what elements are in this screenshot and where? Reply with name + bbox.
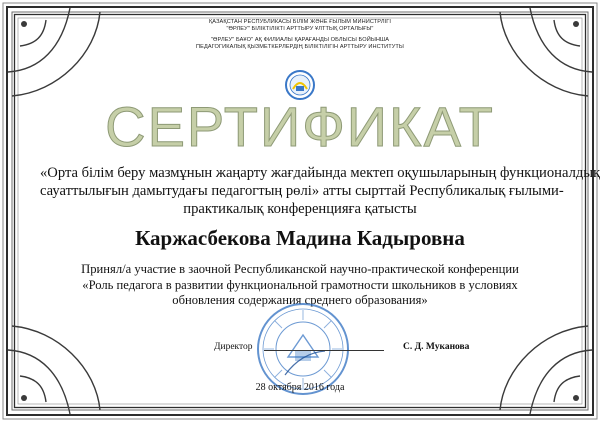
signature-line bbox=[264, 350, 384, 351]
header-line-branch: "ӨРЛЕУ" БАҰО" АҚ ФИЛИАЛЫ ҚАРАҒАНДЫ ОБЛЫСЫ БОЙЫНША bbox=[210, 37, 390, 43]
signatory-role: Директор bbox=[214, 342, 253, 352]
header-line-ministry: ҚАЗАҚСТАН РЕСПУБЛИКАСЫ БІЛІМ ЖӘНЕ ҒЫЛЫМ МИНИСТРЛІГІ bbox=[208, 19, 392, 25]
participation-line: обновления содержания среднего образования» bbox=[172, 293, 428, 307]
recipient-name: Каржасбекова Мадина Кадыровна bbox=[135, 226, 465, 250]
header-line-institute: ПЕДАГОГИКАЛЫҚ ҚЫЗМЕТКЕРЛЕРДІҢ БІЛІКТІЛІГІН АРТТЫРУ ИНСТИТУТЫ bbox=[196, 44, 404, 50]
issuer-header bbox=[150, 19, 450, 51]
issue-date: 28 октября 2016 года bbox=[255, 382, 345, 393]
event-line: сауаттылығын дамытудағы педагогтың рөлі» атты сырттай Республикалық ғылыми- bbox=[40, 183, 564, 199]
event-line: «Орта білім беру мазмұнын жаңарту жағдайында мектеп оқушыларының функционалдық bbox=[40, 165, 600, 181]
event-description-kazakh bbox=[40, 164, 600, 218]
certificate-title: СЕРТИФИКАТ bbox=[105, 95, 495, 158]
participation-line: Принял/а участие в заочной Республиканской научно-практической конференции bbox=[81, 262, 519, 276]
signatory-name: С. Д. Муканова bbox=[403, 342, 470, 352]
header-line-center: "ӨРЛЕУ" БІЛІКТІЛІКТІ АРТТЫРУ ҰЛТТЫҚ ОРТАЛЫҒЫ" bbox=[226, 26, 374, 32]
event-line: практикалық конференцияға қатысты bbox=[183, 201, 417, 217]
participation-line: «Роль педагога в развитии функциональной грамотности школьников в условиях bbox=[82, 277, 518, 292]
